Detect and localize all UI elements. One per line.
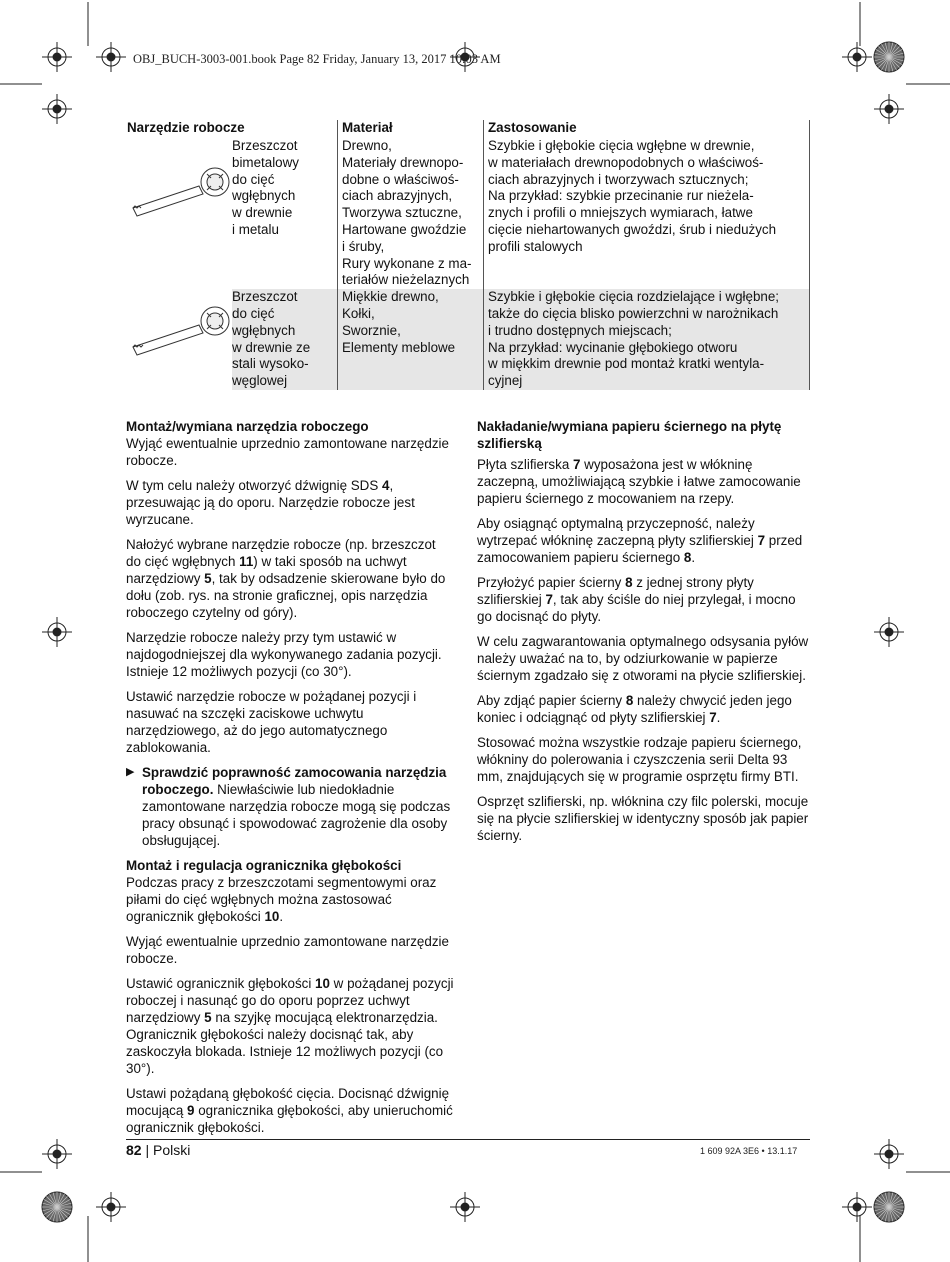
table-row [127,138,810,289]
section-heading-sanding-paper: Nakładanie/wymiana papieru ściernego na płytę szlifierską [477,419,782,451]
paragraph: Ustawić narzędzie robocze w pożądanej pozycji i nasuwać na szczęki zaciskowe uchwytu narzędziowego, aż do jego automatycznego zablokowania. [126,689,417,755]
use-text-line: Na przykład: szybkie przecinanie rur nieżela- [488,188,754,204]
crosshair-mark-icon [450,1192,480,1222]
material-text-line: Miękkie drewno, [342,289,439,305]
paragraph: Przyłożyć papier ścierny 8 z jednej strony płyty szlifierskiej 7, tak aby ściśle do niej przylegał, i mocno go docisnąć do płyty. [477,575,796,624]
left-column [126,418,454,1144]
material-cell [337,289,483,390]
tool-text-line: Brzeszczot [232,138,298,153]
section-heading-mounting: Montaż/wymiana narzędzia roboczego [126,419,369,434]
paragraph: Wyjąć ewentualnie uprzednio zamontowane narzędzie robocze. [126,934,449,966]
hcs-blade-illustration [127,289,232,390]
crosshair-mark-icon [842,1192,872,1222]
footer-separator: | [145,1142,150,1158]
table-header-row [127,120,810,138]
footer-rule [126,1139,810,1140]
crosshair-mark-icon [96,1192,126,1222]
use-cell [483,138,810,289]
tool-text-line: w drewnie ze [232,339,311,355]
document-code: 1 609 92A 3E6 • 13.1.17 [700,1146,798,1156]
paragraph: Aby osiągnąć optymalną przyczepność, należy wytrzepać włókninę zaczepną płyty szlifierskiej 7 przed zamocowaniem papieru ściernego 8. [477,516,803,565]
use-text-line: w miękkim drewnie pod montaż kratki wentyla- [488,356,765,372]
material-text-line: Sworznie, [342,322,401,338]
use-text-line: także do cięcia blisko powierzchni w narożnikach [488,305,779,321]
bimetal-blade-illustration [127,138,232,289]
crosshair-mark-icon [42,617,72,647]
right-column [477,418,810,852]
tool-text-line: i metalu [232,221,279,237]
material-text-line: Kołki, [342,305,375,321]
use-cell [483,289,810,390]
section-heading-depth-stop: Montaż i regulacja ogranicznika głębokości [126,858,402,873]
material-text-line: Rury wykonane z ma- [342,255,472,271]
paragraph: Osprzęt szlifierski, np. włóknina czy filc polerski, mocuje się na płycie szlifierskiej w identyczny sposób jak papier ścierny. [477,794,809,843]
use-text-line: cięcie niehartowanych gwoździ, śrub i niedużych [488,221,777,237]
footer-language: Polski [153,1142,191,1158]
paragraph: W celu zagwarantowania optymalnego odsysania pyłów należy uważać na to, by odziurkowanie w papierze ściernym zgadzało się z otworami na płycie szlifierskiej. [477,634,809,683]
paragraph: Ustawić ogranicznik głębokości 10 w pożądanej pozycji roboczej i nasunąć go do oporu poprzez uchwyt narzędziowy 5 na szyjkę mocującą elektronarzędzia. Ogranicznik głębokości należy docisnąć tak, aby zaskoczyła blokada. Istnieje 12 możliwych pozycji (co 30°). [126,976,454,1076]
tool-text-line: bimetalowy [232,154,299,170]
header-use: Zastosowanie [483,120,810,138]
use-text-line: cyjnej [488,373,523,389]
paragraph: Płyta szlifierska 7 wyposażona jest w włókninę zaczepną, umożliwiającą szybkie i łatwe zamocowanie papieru ściernego z mocowaniem na rzepy. [477,457,801,506]
tool-table [127,120,810,390]
use-text-line: znych i profili o mniejszych wymiarach, łatwe [488,205,753,221]
starburst-mark-icon [42,1192,72,1222]
tool-text-line: wgłębnych [232,188,296,204]
tool-text-line: w drewnie [232,205,293,221]
starburst-mark-icon [874,42,904,72]
page-number: 82 [126,1142,142,1158]
crosshair-mark-icon [874,617,904,647]
paragraph: Narzędzie robocze należy przy tym ustawić w najdogodniejszej dla wykonywanego zadania pozycji. Istnieje 12 możliwych pozycji (co 30°). [126,630,442,679]
tool-text-line: węglowej [232,373,288,389]
paragraph: Podczas pracy z brzeszczotami segmentowymi oraz piłami do cięć wgłębnych można zastosować ogranicznik głębokości 10. [126,875,437,924]
table-row [127,289,810,390]
use-text-line: ciach abrazyjnych i tworzywach sztucznych; [488,171,749,187]
tool-text-line: Brzeszczot [232,289,298,305]
paragraph: Ustawi pożądaną głębokość cięcia. Docisnąć dźwignię mocującą 9 ogranicznika głębokości, aby unieruchomić ogranicznik głębokości. [126,1086,453,1135]
use-text-line: w materiałach drewnopodobnych o właściwoś- [488,154,764,170]
paragraph: W tym celu należy otworzyć dźwignię SDS 4, przesuwając ją do oporu. Narzędzie robocze jest wyrzucane. [126,478,415,527]
material-text-line: Materiały drewnopo- [342,154,464,170]
material-text-line: teriałów nieżelaznych [342,272,470,288]
page-header: OBJ_BUCH-3003-001.book Page 82 Friday, January 13, 2017 10:03 AM [133,52,501,66]
crosshair-mark-icon [842,42,872,72]
warning-note: ▶ Sprawdzić poprawność zamocowania narzędzia roboczego. Niewłaściwie lub niedokładnie zamontowane narzędzia robocze mogą się podczas pracy obsunąć i spowodować zagrożenie dla osoby obsługującej. [126,765,451,848]
footer-page-label [126,1142,190,1158]
material-text-line: i śruby, [342,238,385,254]
paragraph: Aby zdjąć papier ścierny 8 należy chwycić jeden jego koniec i odciągnąć od płyty szlifierskiej 7. [477,693,792,725]
material-cell [337,138,483,289]
tool-text-line: stali wysoko- [232,356,309,372]
tool-description [232,289,337,390]
material-text-line: Hartowane gwoździe [342,221,467,237]
tool-text-line: do cięć [232,305,275,321]
crosshair-mark-icon [42,1139,72,1169]
use-text-line: i trudno dostępnych miejscach; [488,322,672,338]
crosshair-mark-icon [874,94,904,124]
use-text-line: Szybkie i głębokie cięcia wgłębne w drewnie, [488,138,755,153]
header-material: Materiał [337,120,483,138]
tool-text-line: wgłębnych [232,322,296,338]
starburst-mark-icon [874,1192,904,1222]
material-text-line: Tworzywa sztuczne, [342,205,462,221]
paragraph: Wyjąć ewentualnie uprzednio zamontowane narzędzie robocze. [126,436,449,468]
crosshair-mark-icon [96,42,126,72]
crosshair-mark-icon [42,94,72,124]
use-text-line: profili stalowych [488,238,583,254]
crosshair-mark-icon [42,42,72,72]
tool-text-line: do cięć [232,171,275,187]
tool-description [232,138,337,289]
material-text-line: Elementy meblowe [342,339,456,355]
use-text-line: Na przykład: wycinanie głębokiego otworu [488,339,738,355]
use-text-line: Szybkie i głębokie cięcia rozdzielające i wgłębne; [488,289,780,305]
material-text-line: Drewno, [342,138,392,153]
paragraph: Nałożyć wybrane narzędzie robocze (np. brzeszczot do cięć wgłębnych 11) w taki sposób na uchwyt narzędziowy 5, tak by odsadzenie skierowane było do dołu (zob. rys. na stronie graficznej, opis narzędzia roboczego czytelny od góry). [126,537,446,620]
header-tool: Narzędzie robocze [127,120,245,135]
paragraph: Stosować można wszystkie rodzaje papieru ściernego, włókniny do polerowania i czyszczenia serii Delta 93 mm, znajdujących się w programie osprzętu firmy BTI. [477,735,802,784]
material-text-line: dobne o właściwoś- [342,171,459,187]
crosshair-mark-icon [874,1139,904,1169]
triangle-bullet-icon: ▶ [126,766,135,778]
material-text-line: ciach abrazyjnych, [342,188,453,204]
